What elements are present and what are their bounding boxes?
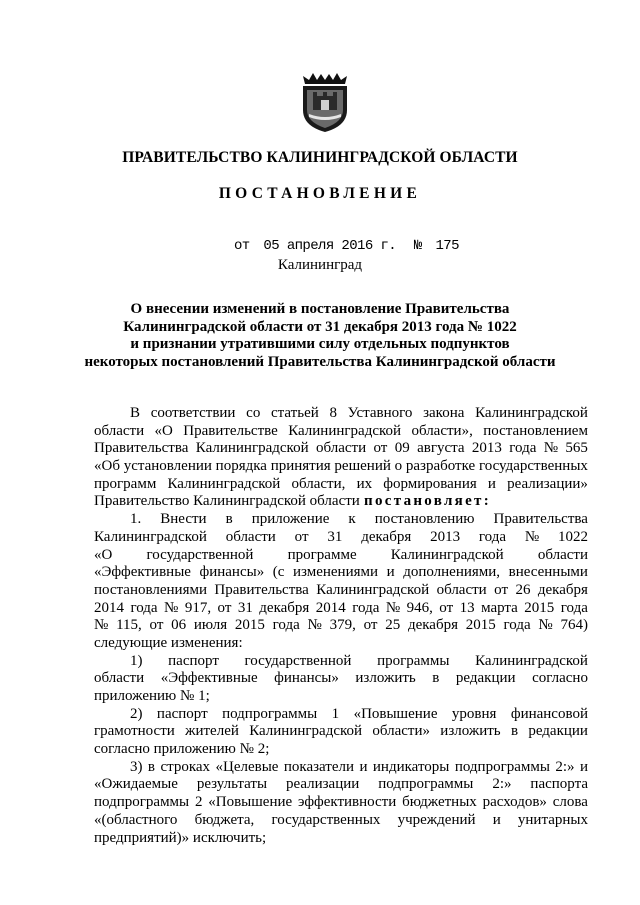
item-line: «Эффективные финансы» (с изменениями и дополнениями, внесенными <box>94 564 588 581</box>
document-type: ПОСТАНОВЛЕНИЕ <box>218 185 422 202</box>
number-sign: № <box>413 238 422 254</box>
paragraph-line: Правительства Калининградской области от 09 августа 2013 года № 565 <box>94 440 588 457</box>
subitem-line: 1) паспорт государственной программы Калининградской <box>130 652 588 669</box>
subject-line: и признании утратившими силу отдельных подпунктов <box>130 336 510 352</box>
number-value: 175 <box>435 238 459 254</box>
item-line: следующие изменения: <box>94 634 243 651</box>
paragraph-line: В соответствии со статьей 8 Уставного закона Калининградской <box>130 405 588 421</box>
paragraph-line: «Об установлении порядка принятия решений о разработке государственных <box>94 458 588 475</box>
subitem-line: «(областного бюджета, государственных учреждений и унитарных <box>94 811 588 828</box>
paragraph-line: Правительство Калининградской области постановляет: <box>94 493 491 510</box>
paragraph-line: области «О Правительстве Калининградской области», постановлением <box>94 422 588 439</box>
subitem-line: области «Эффективные финансы» изложить в редакции согласно <box>94 670 588 687</box>
document-subject <box>0 301 640 371</box>
city: Калининград <box>277 257 363 273</box>
subitem-line: «Ожидаемые результаты реализации подпрограммы 2:» паспорта <box>94 776 588 793</box>
resolves-word: постановляет: <box>364 493 491 510</box>
government-name: ПРАВИТЕЛЬСТВО КАЛИНИНГРАДСКОЙ ОБЛАСТИ <box>122 149 518 166</box>
subitem-line: согласно приложению № 2; <box>94 741 270 758</box>
item-line: 1. Внести в приложение к постановлению Правительства <box>130 511 588 528</box>
coat-of-arms-emblem <box>299 70 351 134</box>
item-line: постановлениями Правительства Калининградской области от 26 декабря <box>94 581 588 598</box>
subject-line: некоторых постановлений Правительства Калининградской области <box>84 353 556 370</box>
item-line: Калининградской области от 31 декабря 2013 года № 1022 <box>94 528 588 545</box>
item-line: № 115, от 06 июля 2015 года № 379, от 25 декабря 2015 года № 764) <box>94 617 588 634</box>
subitem-line: приложению № 1; <box>94 688 210 704</box>
subitem-line: предприятий)» исключить; <box>94 829 267 846</box>
subitem-line: подпрограммы 2 «Повышение эффективности бюджетных расходов» слова <box>94 794 588 811</box>
item-line: 2014 года № 917, от 31 декабря 2014 года № 946, от 13 марта 2015 года <box>94 599 588 616</box>
subitem-line: 3) в строках «Целевые показатели и индикаторы подпрограммы 2:» и <box>130 758 588 775</box>
date-prefix: от <box>234 238 250 254</box>
subitem-line: грамотности жителей Калининградской области» изложить в редакции <box>94 723 588 740</box>
subject-line: О внесении изменений в постановление Правительства <box>130 301 510 317</box>
subject-line: Калининградской области от 31 декабря 2013 года № 1022 <box>123 318 517 335</box>
date-number-line <box>234 238 459 254</box>
subitem-line: 2) паспорт подпрограммы 1 «Повышение уровня финансовой <box>130 705 588 722</box>
paragraph-line: программ Калининградской области, их формирования и реализации» <box>94 475 588 492</box>
document-body <box>94 405 588 847</box>
item-line: «О государственной программе Калининградской области <box>94 546 588 563</box>
date-value: 05 апреля 2016 г. <box>263 238 397 254</box>
